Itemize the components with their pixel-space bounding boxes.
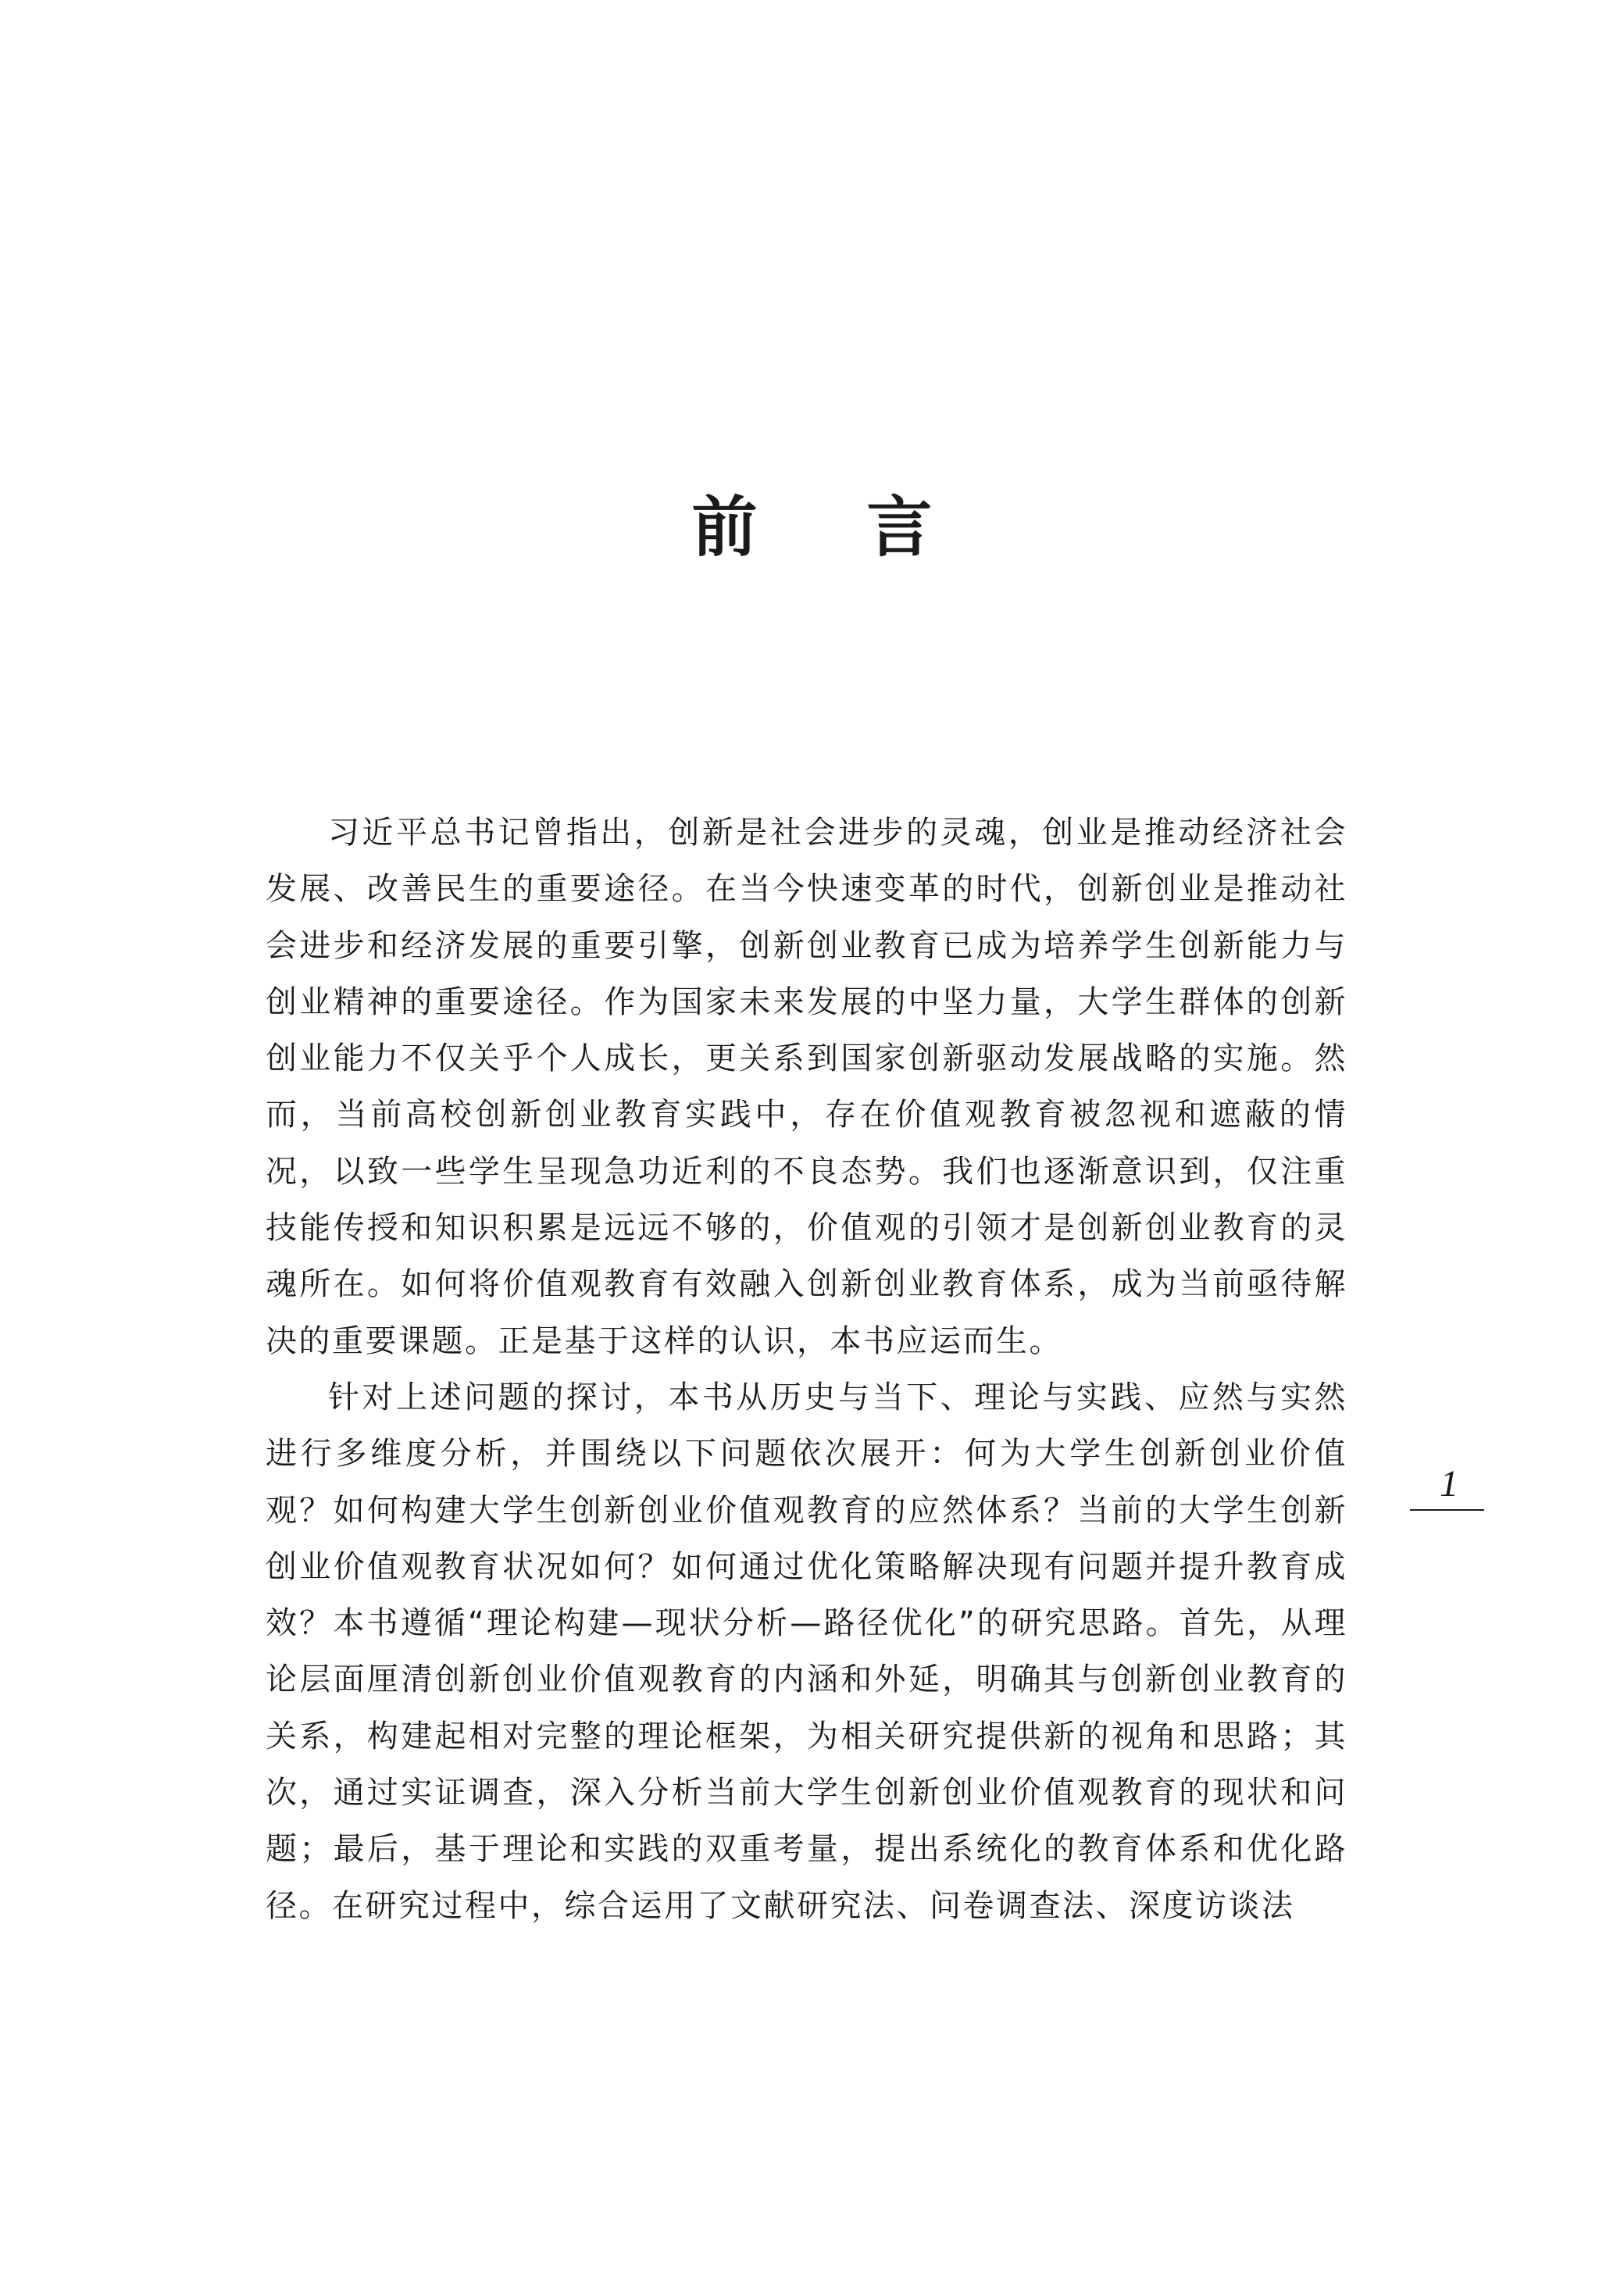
body-text (266, 805, 1347, 1934)
page-number: 1 (1440, 1463, 1458, 1504)
page-title: 前言 (691, 488, 1042, 566)
paragraph: 针对上述问题的探讨，本书从历史与当下、理论与实践、应然与实然进行多维度分析，并围绕以下问题依次展开：何为大学生创新创业价值观？如何构建大学生创新创业价值观教育的应然体系？当前的大学生创新创业价值观教育状况如何？如何通过优化策略解决现有问题并提升教育成效？本书遵循“理论构建—现状分析—路径优化”的研究思路。首先，从理论层面厘清创新创业价值观教育的内涵和外延，明确其与创新创业教育的关系，构建起相对完整的理论框架，为相关研究提供新的视角和思路；其次，通过实证调查，深入分析当前大学生创新创业价值观教育的现状和问题；最后，基于理论和实践的双重考量，提出系统化的教育体系和优化路径。在研究过程中，综合运用了文献研究法、问卷调查法、深度访谈法 (266, 1379, 1347, 1924)
page-number-underline (1410, 1509, 1484, 1511)
paragraph: 习近平总书记曾指出，创新是社会进步的灵魂，创业是推动经济社会发展、改善民生的重要途径。在当今快速变革的时代，创新创业是推动社会进步和经济发展的重要引擎，创新创业教育已成为培养学生创新能力与创业精神的重要途径。作为国家未来发展的中坚力量，大学生群体的创新创业能力不仅关乎个人成长，更关系到国家创新驱动发展战略的实施。然而，当前高校创新创业教育实践中，存在价值观教育被忽视和遮蔽的情况，以致一些学生呈现急功近利的不良态势。我们也逐渐意识到，仅注重技能传授和知识积累是远远不够的，价值观的引领才是创新创业教育的灵魂所在。如何将价值观教育有效融入创新创业教育体系，成为当前亟待解决的重要课题。正是基于这样的认识，本书应运而生。 (266, 815, 1347, 1359)
